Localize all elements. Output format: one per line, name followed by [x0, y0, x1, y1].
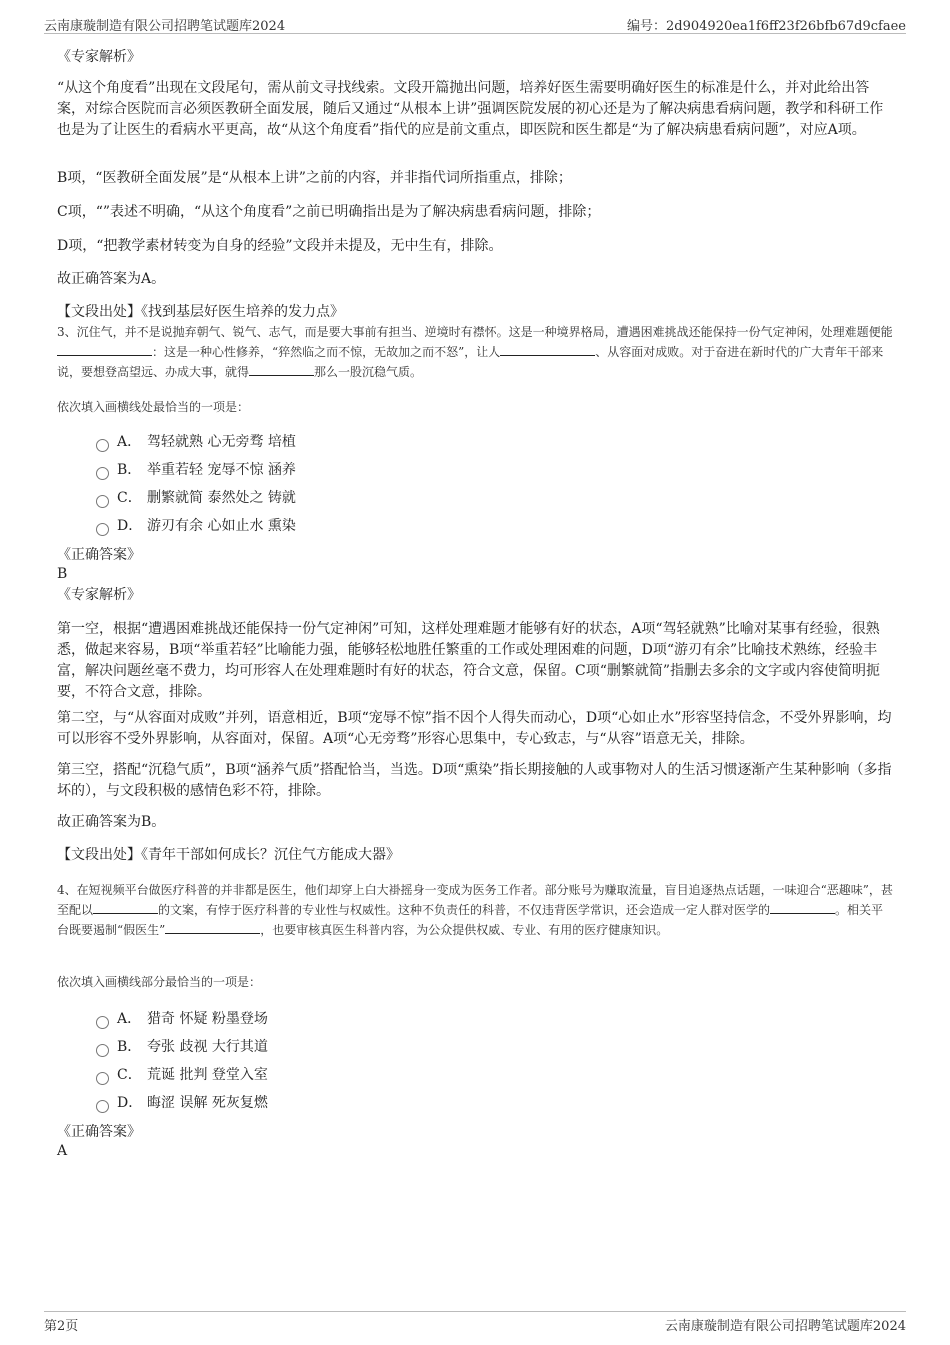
q3-analysis-title: 《专家解析》 — [57, 587, 141, 603]
radio-icon[interactable] — [96, 495, 109, 508]
radio-icon[interactable] — [96, 439, 109, 452]
q4-stem: 4、在短视频平台做医疗科普的并非都是医生，他们却穿上白大褂摇身一变成为医务工作者。部分账号为赚取流量，盲目追逐热点话题，一味迎合“恶趣味”，甚至配以 的文案，有悖于医疗科普的专业性与权威性。这种不负责任的科普，不仅违背医学常识，还会造成一定人群对医学的 。相关平台既要遏制“假医生” ，也要审核真医生科普内容，为公众提供权威、专业、有用的医疗健康知识。 — [57, 883, 893, 937]
radio-icon[interactable] — [96, 523, 109, 536]
q3-analysis-paragraph-2: 第二空，与“从容面对成败”并列，语意相近，B项“宠辱不惊”指不因个人得失而动心，D项“心如止水”形容坚持信念，不受外界影响，均可以形容不受外界影响，从容面对，保留。A项“心无旁骛”形容心思集中，专心致志，与“从容”语意无关，排除。 — [57, 710, 892, 747]
q4-prompt: 依次填入画横线部分最恰当的一项是： — [57, 975, 262, 989]
page-footer — [44, 1311, 906, 1334]
q3-source: 【文段出处】《青年干部如何成长？沉住气方能成大器》 — [57, 847, 400, 863]
q3-answer: B — [57, 566, 68, 582]
q3-option-b[interactable]: B． 举重若轻 宠辱不惊 涵养 — [96, 460, 296, 480]
q3-analysis-paragraph-3: 第三空，搭配“沉稳气质”，B项“涵养气质”搭配恰当，当选。D项“熏染”指长期接触的人或事物对人的生活习惯逐渐产生某种影响（多指坏的），与文段积极的感情色彩不符，排除。 — [57, 762, 892, 799]
q4-option-b[interactable]: B． 夸张 歧视 大行其道 — [96, 1037, 268, 1057]
q3-stem: 3、沉住气，并不是说抛弃朝气、锐气、志气，而是要大事前有担当、逆境时有襟怀。这是一种境界格局，遭遇困难挑战还能保持一份气定神闲，处理难题便能：这是一种心性修养，“猝然临之而不惊，无故加之而不怒”，让人 、从容面对成败。对于奋进在新时代的广大青年干部来说，要想登高望远、办成大事，就得 那么一股沉稳气质。 — [57, 325, 893, 379]
q3-blank-2 — [500, 342, 595, 356]
q3-blank-3 — [249, 362, 314, 376]
prev-analysis-paragraph: “从这个角度看”出现在文段尾句，需从前文寻找线索。文段开篇抛出问题，培养好医生需要明确好医生的标准是什么，并对此给出答案，对综合医院而言必须医教研全面发展，随后又通过“从根本上讲”强调医院发展的初心还是为了解决病患看病问题，教学和科研工作也是为了让医生的看病水平更高，故“从这个角度看”指代的应是前文重点，即医院和医生都是“为了解决病患看病问题”，对应A项。 — [57, 80, 884, 138]
q4-option-c[interactable]: C． 荒诞 批判 登堂入室 — [96, 1065, 268, 1085]
q3-blank-1 — [57, 342, 152, 356]
radio-icon[interactable] — [96, 1100, 109, 1113]
q4-answer-title: 《正确答案》 — [57, 1124, 141, 1140]
q3-conclusion: 故正确答案为B。 — [57, 814, 166, 830]
q4-option-a[interactable]: A． 猎奇 怀疑 粉墨登场 — [96, 1009, 268, 1029]
footer-doc-title: 云南康璇制造有限公司招聘笔试题库2024 — [664, 1319, 906, 1334]
prev-source: 【文段出处】《找到基层好医生培养的发力点》 — [57, 304, 344, 320]
prev-analysis-title: 《专家解析》 — [57, 49, 141, 65]
q4-blank-2 — [770, 900, 835, 914]
prev-analysis-option-b: B项，“医教研全面发展”是“从根本上讲”之前的内容，并非指代词所指重点，排除； — [57, 170, 572, 186]
prev-conclusion: 故正确答案为A。 — [57, 271, 166, 287]
q3-answer-title: 《正确答案》 — [57, 547, 141, 563]
radio-icon[interactable] — [96, 1016, 109, 1029]
header-doc-title: 云南康璇制造有限公司招聘笔试题库2024 — [44, 19, 286, 34]
q3-option-d[interactable]: D． 游刃有余 心如止水 熏染 — [96, 516, 296, 536]
q3-option-a[interactable]: A． 驾轻就熟 心无旁骛 培植 — [96, 432, 296, 452]
radio-icon[interactable] — [96, 1072, 109, 1085]
q4-option-d[interactable]: D． 晦涩 误解 死灰复燃 — [96, 1093, 268, 1113]
radio-icon[interactable] — [96, 1044, 109, 1057]
q4-blank-1 — [93, 900, 158, 914]
q3-option-c[interactable]: C． 删繁就简 泰然处之 铸就 — [96, 488, 296, 508]
q3-analysis-paragraph-1: 第一空，根据“遭遇困难挑战还能保持一份气定神闲”可知，这样处理难题才能够有好的状态，A项“驾轻就熟”比喻对某事有经验，很熟悉，做起来容易，B项“举重若轻”比喻能力强，能够轻松地胜任繁重的工作或处理困难的问题，D项“游刃有余”比喻技术熟练，经验丰富，解决问题丝毫不费力，均可形容人在处理难题时有好的状态，符合文意，保留。C项“删繁就简”指删去多余的文字或内容使简明扼要，不符合文意，排除。 — [57, 621, 881, 700]
q4-answer: A — [57, 1143, 68, 1159]
q3-prompt: 依次填入画横线处最恰当的一项是： — [57, 400, 250, 414]
q4-blank-3 — [165, 920, 260, 934]
header-doc-id: 编号：2d904920ea1f6ff23f26bfb67d9cfaee — [627, 19, 906, 34]
footer-page-number: 第2页 — [44, 1319, 79, 1334]
page-header — [44, 13, 906, 34]
prev-analysis-option-d: D项，“把教学素材转变为自身的经验”文段并未提及，无中生有，排除。 — [57, 238, 503, 254]
prev-analysis-option-c: C项，“”表述不明确，“从这个角度看”之前已明确指出是为了解决病患看病问题，排除； — [57, 204, 601, 220]
radio-icon[interactable] — [96, 467, 109, 480]
